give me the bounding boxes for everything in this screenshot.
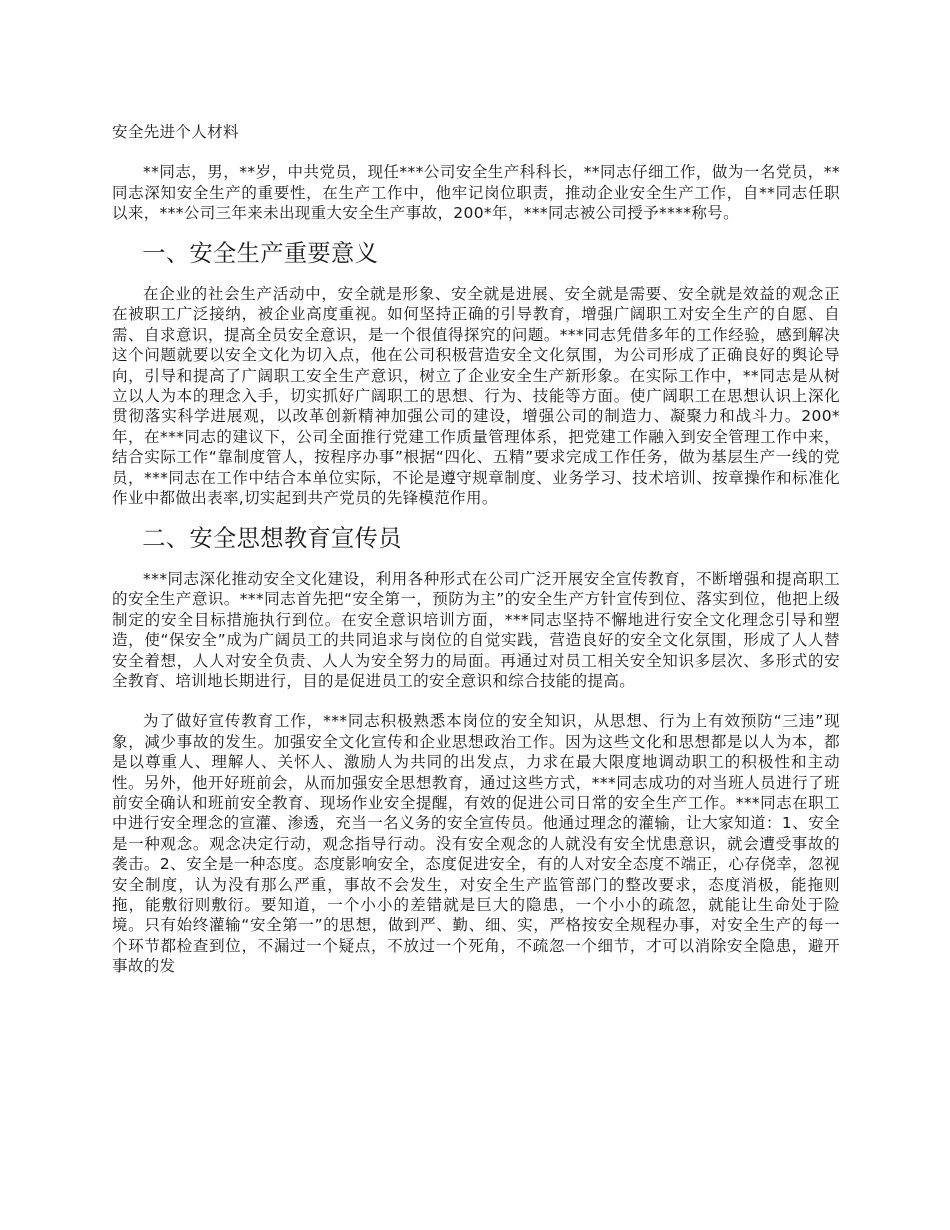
intro-paragraph: **同志，男，**岁，中共党员，现任***公司安全生产科科长，**同志仔细工作，做为一名党员，**同志深知安全生产的重要性，在生产工作中，他牢记岗位职责，推动企业安全生产工作，自**同志任职以来，***公司三年来未出现重大安全生产事故，200*年，***同志被公司授予****称号。	[112, 163, 840, 223]
section-paragraph: 在企业的社会生产活动中，安全就是形象、安全就是进展、安全就是需要、安全就是效益的观念正在被职工广泛接纳，被企业高度重视。如何坚持正确的引导教育，增强广阔职工对安全生产的自愿、自需、自求意识，提高全员安全意识，是一个很值得探究的问题。***同志凭借多年的工作经验，感到解决这个问题就要以安全文化为切入点，他在公司积极营造安全文化氛围，为公司形成了正确良好的舆论导向，引导和提高了广阔职工安全生产意识，树立了企业安全生产新形象。在实际工作中，**同志是从树立以人为本的理念入手，切实抓好广阔职工的思想、行为、技能等方面。使广阔职工在思想认识上深化贯彻落实科学进展观，以改革创新精神加强公司的建设，增强公司的制造力、凝聚力和战斗力。200*年，在***同志的建议下，公司全面推行党建工作质量管理体系，把党建工作融入到安全管理工作中来，结合实际工作“靠制度管人，按程序办事”根据“四化、五精”要求完成工作任务，做为基层生产一线的党员，***同志在工作中结合本单位实际，不论是遵守规章制度、业务学习、技术培训、按章操作和标准化作业中都做出表率,切实起到共产党员的先锋模范作用。	[112, 285, 840, 508]
section-paragraph: 为了做好宣传教育工作，***同志积极熟悉本岗位的安全知识，从思想、行为上有效预防“三违”现象，减少事故的发生。加强安全文化宣传和企业思想政治工作。因为这些文化和思想都是以人为本，都是以尊重人、理解人、关怀人、激励人为共同的出发点，力求在最大限度地调动职工的积极性和主动性。另外，他开好班前会，从而加强安全思想教育，通过这些方式，***同志成功的对当班人员进行了班前安全确认和班前安全教育、现场作业安全提醒，有效的促进公司日常的安全生产工作。***同志在职工中进行安全理念的宣灌、渗透，充当一名义务的安全宣传员。他通过理念的灌输，让大家知道：1、安全是一种观念。观念决定行动，观念指导行动。没有安全观念的人就没有安全忧患意识，就会遭受事故的袭击。2、安全是一种态度。态度影响安全，态度促进安全，有的人对安全态度不端正，心存侥幸，忽视安全制度，认为没有那么严重，事故不会发生，对安全生产监管部门的整改要求，态度消极，能拖则拖，能敷衍则敷衍。要知道，一个小小的差错就是巨大的隐患，一个小小的疏忽，就能让生命处于险境。只有始终灌输“安全第一”的思想，做到严、勤、细、实，严格按安全规程办事，对安全生产的每一个环节都检查到位，不漏过一个疑点，不放过一个死角，不疏忽一个细节，才可以消除安全隐患，避开事故的发	[112, 712, 840, 976]
document-body	[112, 122, 840, 997]
section-heading-education: 二、安全思想教育宣传员	[142, 524, 402, 552]
section-paragraph: ***同志深化推动安全文化建设，利用各种形式在公司广泛开展安全宣传教育，不断增强和提高职工的安全生产意识。***同志首先把“安全第一，预防为主”的安全生产方针宣传到位、落实到位，他把上级制定的安全目标措施执行到位。在安全意识培训方面，***同志坚持不懈地进行安全文化理念引导和塑造，使“保安全”成为广阔员工的共同追求与岗位的自觉实践，营造良好的安全文化氛围，形成了人人替安全着想，人人对安全负责、人人为安全努力的局面。再通过对员工相关安全知识多层次、多形式的安全教育、培训地长期进行，目的是促进员工的安全意识和综合技能的提高。	[112, 569, 840, 690]
document-title: 安全先进个人材料	[112, 123, 239, 141]
section-heading-significance: 一、安全生产重要意义	[142, 239, 379, 267]
